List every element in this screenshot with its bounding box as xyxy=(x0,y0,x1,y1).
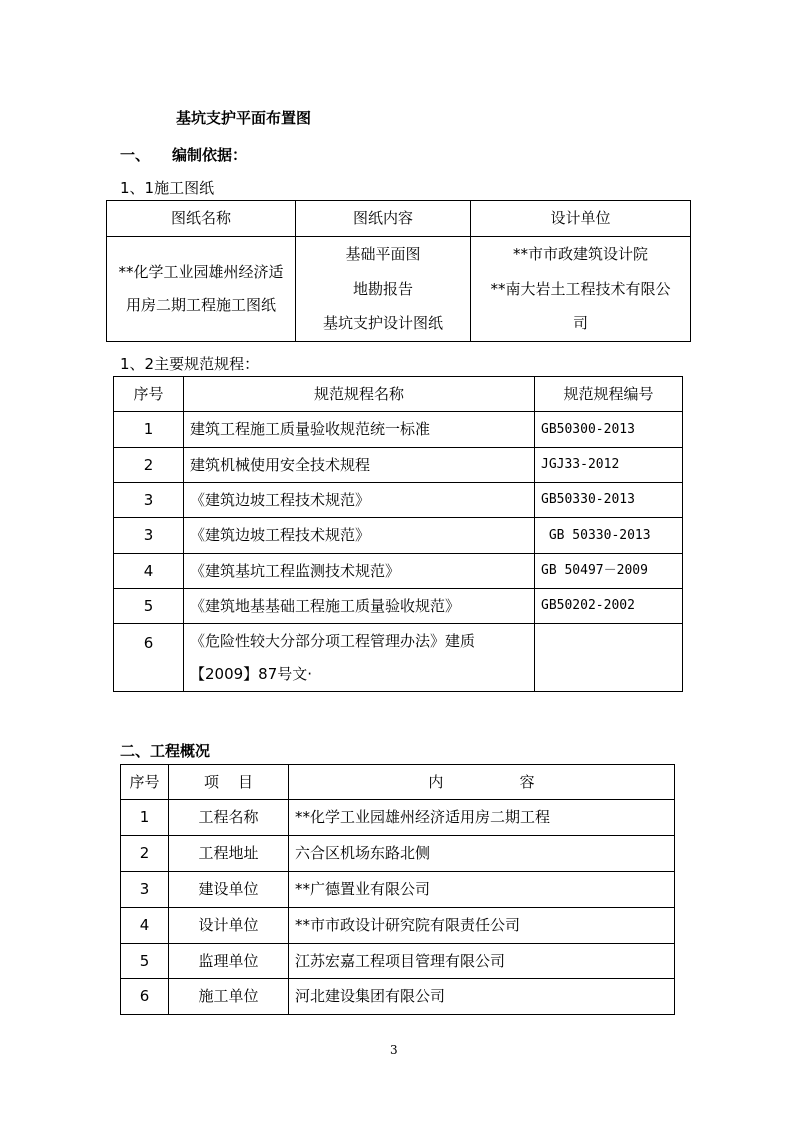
header-cell: 项 目 xyxy=(169,765,289,800)
header-cell: 规范规程名称 xyxy=(184,377,535,412)
table-header-row xyxy=(114,377,683,412)
table-row xyxy=(121,836,675,872)
item-cell: 施工单位 xyxy=(169,979,289,1015)
text-line: **市市政建筑设计院 xyxy=(512,245,648,263)
text-line: **化学工业园雄州经济适 xyxy=(118,262,284,281)
content-cell: 六合区机场东路北侧 xyxy=(289,836,675,872)
item-cell: 建设单位 xyxy=(169,872,289,908)
table-row xyxy=(121,800,675,836)
content-cell: 河北建设集团有限公司 xyxy=(289,979,675,1015)
row-number: 3 xyxy=(114,518,184,554)
text-line: 基础平面图 xyxy=(345,245,421,263)
code-name: 《建筑边坡工程技术规范》 xyxy=(184,483,535,518)
header-cell: 设计单位 xyxy=(471,201,691,237)
code-number: GB50330-2013 xyxy=(535,483,683,518)
header-cell: 规范规程编号 xyxy=(535,377,683,412)
code-number: GB50300-2013 xyxy=(535,412,683,448)
table-row xyxy=(114,624,683,692)
table-row xyxy=(121,979,675,1015)
subsection-drawings: 1、1施工图纸 xyxy=(120,179,215,197)
code-name: 《建筑地基基础工程施工质量验收规范》 xyxy=(184,589,535,624)
table-row xyxy=(114,589,683,624)
overview-table xyxy=(120,764,675,1015)
section1-number: 一、 xyxy=(120,146,151,164)
text-line: 《危险性较大分部分项工程管理办法》建质 xyxy=(190,631,476,650)
content-cell: 江苏宏嘉工程项目管理有限公司 xyxy=(289,944,675,979)
header-cell: 序号 xyxy=(121,765,169,800)
item-cell: 监理单位 xyxy=(169,944,289,979)
row-number: 6 xyxy=(121,979,169,1015)
row-number: 4 xyxy=(114,554,184,589)
code-name: 建筑机械使用安全技术规程 xyxy=(184,448,535,483)
text-line: 用房二期工程施工图纸 xyxy=(125,295,276,314)
page-number: 3 xyxy=(390,1043,398,1057)
code-name: 《建筑边坡工程技术规范》 xyxy=(184,518,535,554)
table-row xyxy=(114,483,683,518)
section2-heading: 二、工程概况 xyxy=(120,742,211,760)
figure-title: 基坑支护平面布置图 xyxy=(176,109,312,127)
item-cell: 工程名称 xyxy=(169,800,289,836)
row-number: 3 xyxy=(114,483,184,518)
row-number: 3 xyxy=(121,872,169,908)
code-name xyxy=(184,624,535,692)
code-number: JGJ33-2012 xyxy=(535,448,683,483)
content-cell: **化学工业园雄州经济适用房二期工程 xyxy=(289,800,675,836)
code-name: 《建筑基坑工程监测技术规范》 xyxy=(184,554,535,589)
drawings-table xyxy=(106,200,691,342)
drawing-name-cell xyxy=(107,237,296,342)
header-cell: 图纸内容 xyxy=(296,201,471,237)
table-row xyxy=(121,872,675,908)
header-cell: 内 容 xyxy=(289,765,675,800)
row-number: 5 xyxy=(121,944,169,979)
drawing-content-cell xyxy=(296,237,471,342)
row-number: 2 xyxy=(114,448,184,483)
code-number: GB 50497－2009 xyxy=(535,554,683,589)
text-line: **南大岩土工程技术有限公 xyxy=(490,279,671,298)
table-header-row xyxy=(107,201,691,237)
text-line: 地勘报告 xyxy=(352,279,413,298)
text-line: 司 xyxy=(572,314,588,332)
row-number: 5 xyxy=(114,589,184,624)
table-row xyxy=(107,237,691,342)
row-number: 6 xyxy=(114,624,184,692)
row-number: 2 xyxy=(121,836,169,872)
header-cell: 图纸名称 xyxy=(107,201,296,237)
table-row xyxy=(121,908,675,944)
table-header-row xyxy=(121,765,675,800)
content-cell: **市市政设计研究院有限责任公司 xyxy=(289,908,675,944)
code-number: GB50202-2002 xyxy=(535,589,683,624)
section1-title: 编制依据： xyxy=(172,146,248,164)
text-line: 【2009】87号文· xyxy=(190,664,313,683)
section1-heading xyxy=(120,144,247,165)
row-number: 4 xyxy=(121,908,169,944)
subsection-codes: 1、2主要规范规程： xyxy=(120,355,260,373)
code-number: GB 50330-2013 xyxy=(535,518,683,554)
codes-table xyxy=(113,376,683,692)
table-row xyxy=(114,448,683,483)
table-row xyxy=(114,518,683,554)
row-number: 1 xyxy=(114,412,184,448)
table-row xyxy=(114,412,683,448)
table-row xyxy=(121,944,675,979)
design-unit-cell xyxy=(471,237,691,342)
code-name: 建筑工程施工质量验收规范统一标准 xyxy=(184,412,535,448)
content-cell: **广德置业有限公司 xyxy=(289,872,675,908)
table-row xyxy=(114,554,683,589)
item-cell: 工程地址 xyxy=(169,836,289,872)
text-line: 基坑支护设计图纸 xyxy=(322,314,443,332)
row-number: 1 xyxy=(121,800,169,836)
code-number xyxy=(535,624,683,692)
item-cell: 设计单位 xyxy=(169,908,289,944)
header-cell: 序号 xyxy=(114,377,184,412)
